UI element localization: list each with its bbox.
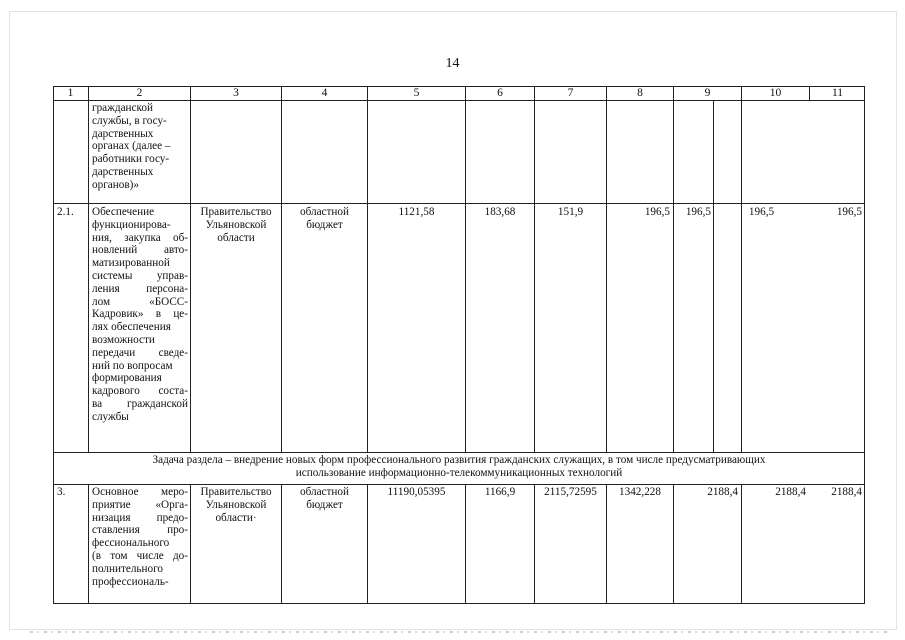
row-2-1-year-4: 196,5 bbox=[685, 206, 711, 218]
header-col-2: 2 bbox=[136, 87, 143, 99]
row-3-year-4: 2188,4 bbox=[707, 486, 738, 498]
row-2-1-executor: Правительство Ульяновской области bbox=[200, 206, 272, 244]
header-col-8: 8 bbox=[637, 87, 643, 99]
row-3-source: областной бюджет bbox=[300, 486, 349, 511]
scan-noise bbox=[30, 631, 890, 633]
header-col-4: 4 bbox=[321, 87, 328, 99]
row-2-1-name: Обеспечение функционирова- ния, закупка об- новлений авто- матизированной системы управ- ления персона- лом «БОСС- Кадровик» в це- лях обеспечения возможности передачи сведе- ний по вопросам формирования кадрового соста- ва гражданской службы bbox=[92, 206, 188, 423]
row-2-1-source: областной бюджет bbox=[300, 206, 349, 231]
header-col-9: 9 bbox=[704, 87, 711, 99]
row-3-executor: Правительство Ульяновской области· bbox=[200, 486, 272, 524]
section-task: Задача раздела – внедрение новых форм профессионального развития гражданских служащих, в том числе предусматривающих использование информационно-телекоммуникационных технологий bbox=[152, 454, 766, 479]
row-3-name: Основное меро- приятие «Орга- низация предо- ставления про- фессионального (в том числе до- полнительного профессиональ- bbox=[92, 486, 188, 588]
budget-table bbox=[53, 86, 865, 604]
header-col-11: 11 bbox=[831, 87, 844, 99]
header-col-10: 10 bbox=[769, 87, 782, 99]
row-3-year-5: 2188,4 bbox=[775, 486, 806, 498]
row-3-year-6: 2188,4 bbox=[831, 486, 862, 498]
row-2-1-number: 2.1. bbox=[57, 206, 74, 218]
row-2-1-year-6: 196,5 bbox=[836, 206, 862, 218]
header-col-1: 1 bbox=[67, 87, 74, 99]
row-3-year-1: 1166,9 bbox=[484, 486, 516, 498]
row-3-year-3: 1342,228 bbox=[619, 486, 661, 498]
row-3-year-2: 2115,72595 bbox=[544, 486, 597, 498]
header-col-5: 5 bbox=[413, 87, 420, 99]
header-col-7: 7 bbox=[567, 87, 574, 99]
page-number: 14 bbox=[445, 56, 460, 71]
row-2-1-year-5: 196,5 bbox=[748, 206, 775, 218]
row-3-number: 3. bbox=[57, 486, 66, 498]
row-2-1-year-3: 196,5 bbox=[644, 206, 670, 218]
row-2-1-year-1: 183,68 bbox=[484, 206, 516, 218]
row-2-1-total: 1121,58 bbox=[398, 206, 435, 218]
row-3-total: 11190,05395 bbox=[387, 486, 446, 498]
header-col-6: 6 bbox=[497, 87, 503, 99]
header-col-3: 3 bbox=[233, 87, 239, 99]
row-continuation-name: гражданской службы, в госу- дарственных органах (далее – работники госу- дарственных органов)» bbox=[92, 102, 171, 191]
row-2-1-year-2: 151,9 bbox=[557, 206, 584, 218]
